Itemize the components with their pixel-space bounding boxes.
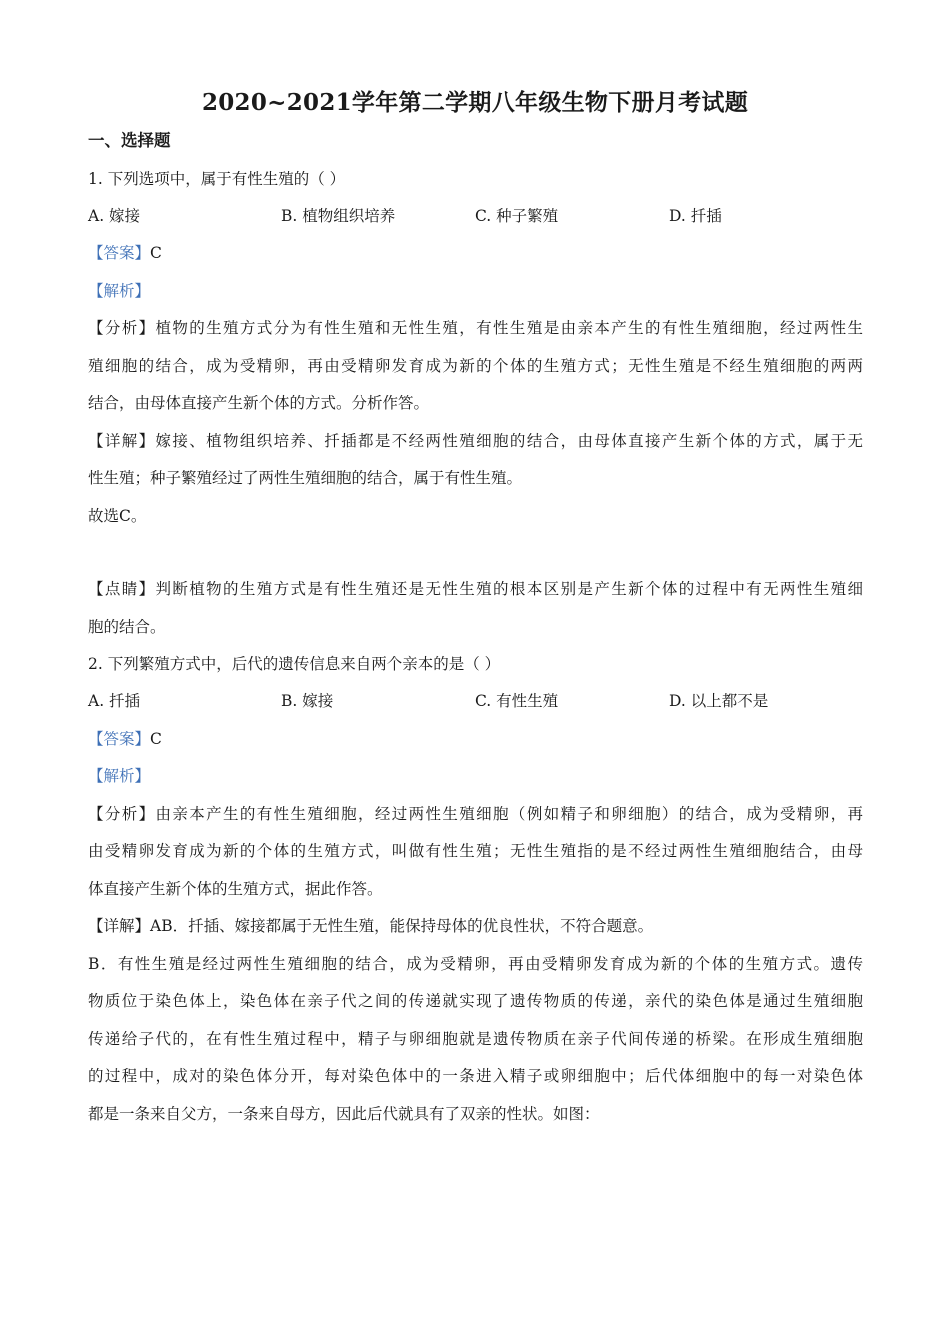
q2-detail-b-line-3: 传递给子代的，在有性生殖过程中，精子与卵细胞就是遗传物质在亲子代间传递的桥梁。在形成生殖细胞 <box>88 1030 863 1048</box>
q2-analysis-line-2: 由受精卵发育成为新的个体的生殖方式，叫做有性生殖；无性生殖指的是不经过两性生殖细胞结合，由母 <box>88 842 863 860</box>
q2-option-a: A. 扦插 <box>88 692 141 710</box>
q2-detail-b-line-5: 都是一条来自父方，一条来自母方，因此后代就具有了双亲的性状。如图： <box>88 1105 600 1123</box>
answer-tag: 【答案】 <box>88 244 151 262</box>
q1-answer <box>88 243 863 263</box>
q2-detail-b-line-4: 的过程中，成对的染色体分开，每对染色体中的一条进入精子或卵细胞中；后代体细胞中的每一对染色体 <box>88 1067 863 1085</box>
comment-tag: 【点睛】 <box>88 580 156 598</box>
q1-detail-line-2: 性生殖；种子繁殖经过了两性生殖细胞的结合，属于有性生殖。 <box>88 469 523 487</box>
detail-tag: 【详解】 <box>88 917 151 935</box>
q2-detail-b-line-1: B．有性生殖是经过两性生殖细胞的结合，成为受精卵，再由受精卵发育成为新的个体的生殖方式。遗传 <box>88 955 863 973</box>
q2-analysis-text-1: 由亲本产生的有性生殖细胞，经过两性生殖细胞（例如精子和卵细胞）的结合，成为受精卵，再 <box>155 805 863 823</box>
q1-comment-text-1: 判断植物的生殖方式是有性生殖还是无性生殖的根本区别是产生新个体的过程中有无两性生殖细 <box>155 580 863 598</box>
q1-analysis-line-2: 殖细胞的结合，成为受精卵，再由受精卵发育成为新的个体的生殖方式；无性生殖是不经生殖细胞的两两 <box>88 357 863 375</box>
explanation-tag: 【解析】 <box>88 767 151 785</box>
detail-tag: 【详解】 <box>88 432 156 450</box>
q1-answer-value: C <box>150 244 162 262</box>
q2-detail-text-1: AB．扦插、嫁接都属于无性生殖，能保持母体的优良性状，不符合题意。 <box>150 917 654 935</box>
section-heading: 一、选择题 <box>88 131 171 150</box>
q1-analysis-line-3: 结合，由母体直接产生新个体的方式。分析作答。 <box>88 394 430 412</box>
q2-stem: 2. 下列繁殖方式中，后代的遗传信息来自两个亲本的是（ ） <box>88 655 501 673</box>
q2-detail-line-1 <box>88 916 863 936</box>
q2-answer-value: C <box>150 730 162 748</box>
q1-detail-text-1: 嫁接、植物组织培养、扦插都是不经两性殖细胞的结合，由母体直接产生新个体的方式，属于无 <box>155 432 863 450</box>
analysis-tag: 【分析】 <box>88 805 156 823</box>
q1-comment-line-1 <box>88 579 863 599</box>
analysis-tag: 【分析】 <box>88 319 156 337</box>
explanation-tag: 【解析】 <box>88 282 151 300</box>
q1-option-c: C. 种子繁殖 <box>475 207 559 225</box>
q1-explanation-tag <box>88 281 863 301</box>
q2-analysis-line-1 <box>88 804 863 824</box>
q2-option-d: D. 以上都不是 <box>669 692 769 710</box>
q1-conclusion: 故选C。 <box>88 507 147 525</box>
q2-analysis-line-3: 体直接产生新个体的生殖方式，据此作答。 <box>88 880 383 898</box>
answer-tag: 【答案】 <box>88 730 151 748</box>
q1-analysis-text-1: 植物的生殖方式分为有性生殖和无性生殖，有性生殖是由亲本产生的有性生殖细胞，经过两性生 <box>155 319 863 337</box>
q2-answer <box>88 729 863 749</box>
q2-option-b: B. 嫁接 <box>281 692 334 710</box>
page-title: 2020~2021学年第二学期八年级生物下册月考试题 <box>201 89 749 116</box>
q1-comment-line-2: 胞的结合。 <box>88 618 166 636</box>
q1-option-b: B. 植物组织培养 <box>281 207 396 225</box>
q1-stem: 1. 下列选项中，属于有性生殖的（ ） <box>88 170 346 188</box>
q2-option-c: C. 有性生殖 <box>475 692 559 710</box>
q2-detail-b-line-2: 物质位于染色体上，染色体在亲子代之间的传递就实现了遗传物质的传递，亲代的染色体是通过生殖细胞 <box>88 992 863 1010</box>
q1-analysis-line-1 <box>88 318 863 338</box>
q1-option-d: D. 扦插 <box>669 207 722 225</box>
q1-option-a: A. 嫁接 <box>88 207 141 225</box>
q1-detail-line-1 <box>88 431 863 451</box>
q2-explanation-tag <box>88 766 863 786</box>
